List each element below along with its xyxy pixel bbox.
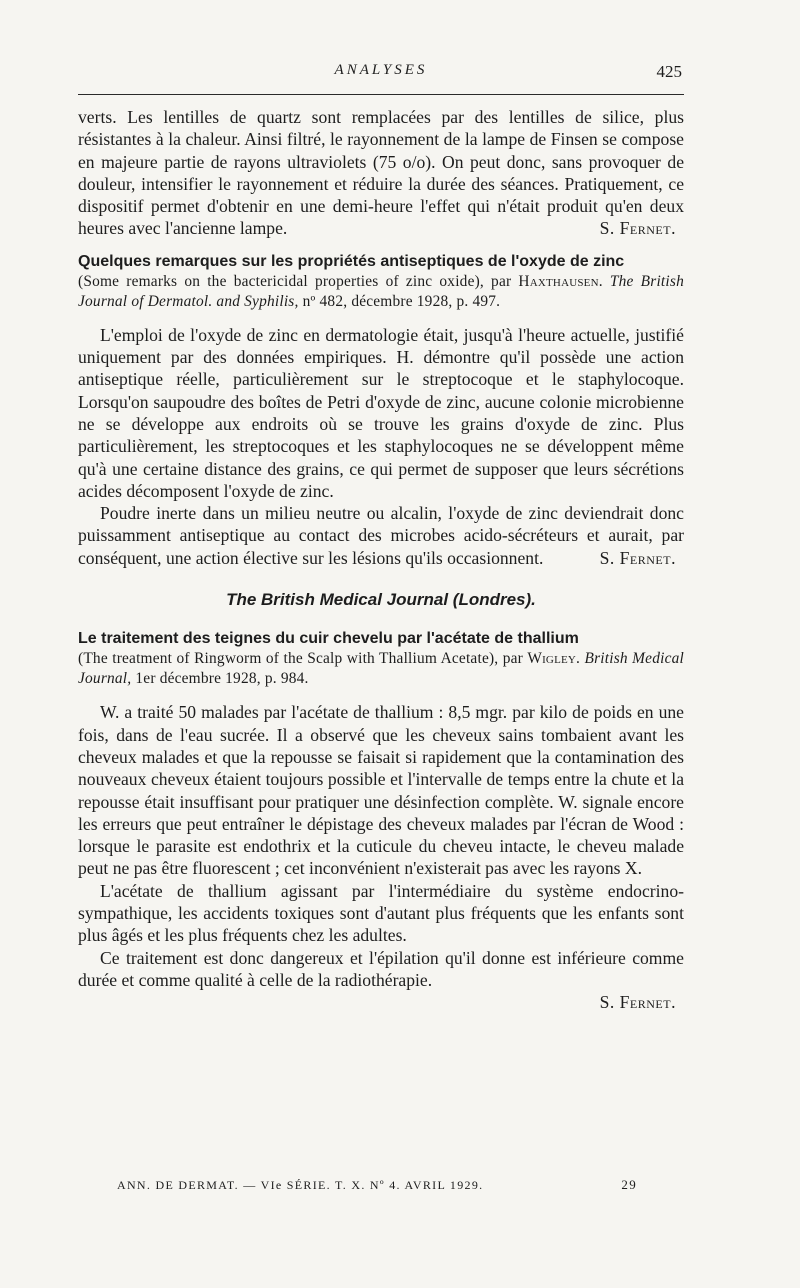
article-author: Wigley. — [527, 650, 581, 668]
article-header — [78, 629, 684, 689]
footer-citation: ANN. DE DERMAT. — VIe SÉRIE. T. X. Nº 4. AVRIL 1929. — [117, 1178, 484, 1192]
page-footer — [117, 1178, 637, 1193]
journal-name: The British Journal of Dermatol. and Syphilis, — [78, 272, 684, 310]
signature-line — [78, 991, 684, 1013]
article-paragraph: Poudre inerte dans un milieu neutre ou alcalin, l'oxyde de zinc deviendrait donc puissamment antiseptique au contact des microbes acido-sécréteurs et aurait, par conséquent, une action élective sur les lésions qu'ils occasionnent. S. Fernet. — [78, 503, 684, 568]
running-title: ANALYSES — [334, 62, 428, 78]
article-citation: (Some remarks on the bactericidal properties of zinc oxide), par Haxthausen. The British Journal of Dermatol. and Syphilis, nº 482, décembre 1928, p. 497. — [78, 272, 684, 310]
signature: S. Fernet. — [599, 992, 676, 1013]
page-number: 425 — [656, 62, 682, 81]
article-paragraph: L'emploi de l'oxyde de zinc en dermatologie était, jusqu'à l'heure actuelle, justifié uniquement par des données empiriques. H. démontre qu'il possède une action antiseptique réelle, particulièrement sur le streptocoque et le staphylocoque. Lorsqu'on saupoudre des boîtes de Petri d'oxyde de zinc, aucune colonie microbienne ne se développe aux endroits où se trouve les grains d'oxyde de zinc. Plus particulièrement, les streptocoques et les staphylocoques ne se développent même qu'à une certaine distance des grains, ce qui permet de supposer que leurs sécrétions acides décomposent l'oxyde de zinc. — [78, 324, 684, 501]
signature: S. Fernet. — [599, 218, 676, 239]
article-paragraph: Ce traitement est donc dangereux et l'épilation qu'il donne est inférieure comme durée et comme qualité à celle de la radiothérapie. — [78, 947, 684, 990]
journal-name: British Medical Journal, — [78, 650, 684, 688]
signature: S. Fernet. — [599, 547, 676, 568]
article-title: Quelques remarques sur les propriétés antiseptiques de l'oxyde de zinc — [78, 252, 625, 270]
article-paragraph: W. a traité 50 malades par l'acétate de thallium : 8,5 mgr. par kilo de poids en une fois, dans de l'eau sucrée. Il a observé que les cheveux sains tombaient avant les cheveux malades et que la repousse se faisait si rapidement que la contamination des nouveaux cheveux étaient toujours possible et l'intervalle de temps entre la chute et la repousse était insuffisant pour pratiquer une désinfection complète. W. signale encore les erreurs que peut entraîner le dépistage des cheveux malades par l'écran de Wood : lorsque le parasite est endothrix et la cuticule du cheveu intacte, le cheveu malade peut ne pas être fluorescent ; cet inconvénient n'existerait pas avec les rayons X. — [78, 702, 684, 879]
page-body — [78, 106, 684, 1014]
document-page — [78, 56, 684, 1014]
footer-folio: 29 — [621, 1177, 637, 1192]
article-citation: (The treatment of Ringworm of the Scalp with Thallium Acetate), par Wigley. British Medical Journal, 1er décembre 1928, p. 984. — [78, 650, 684, 688]
section1-paragraph: verts. Les lentilles de quartz sont remplacées par des lentilles de silice, plus résistantes à la chaleur. Ainsi filtré, le rayonnement de la lampe de Finsen se compose en majeure partie de rayons ultraviolets (75 o/o). On peut donc, sans provoquer de douleur, intensifier le rayonnement et réduire la durée des séances. Pratiquement, ce dispositif permet d'obtenir en une demi-heure l'effet qui n'était produit qu'en deux heures avec l'ancienne lampe. S. Fernet. — [78, 107, 684, 239]
article-paragraph: L'acétate de thallium agissant par l'intermédiaire du système endocrino-sympathique, les accidents toxiques sont d'autant plus fréquents que les enfants sont plus âgés et les plus fréquents chez les adultes. — [78, 880, 684, 946]
journal-heading: The British Medical Journal (Londres). — [226, 590, 536, 610]
header-rule — [78, 94, 684, 95]
article-header — [78, 252, 684, 312]
article-title: Le traitement des teignes du cuir chevelu par l'acétate de thallium — [78, 630, 579, 648]
page-header — [78, 56, 684, 86]
article-author: Haxthausen. — [518, 272, 603, 290]
